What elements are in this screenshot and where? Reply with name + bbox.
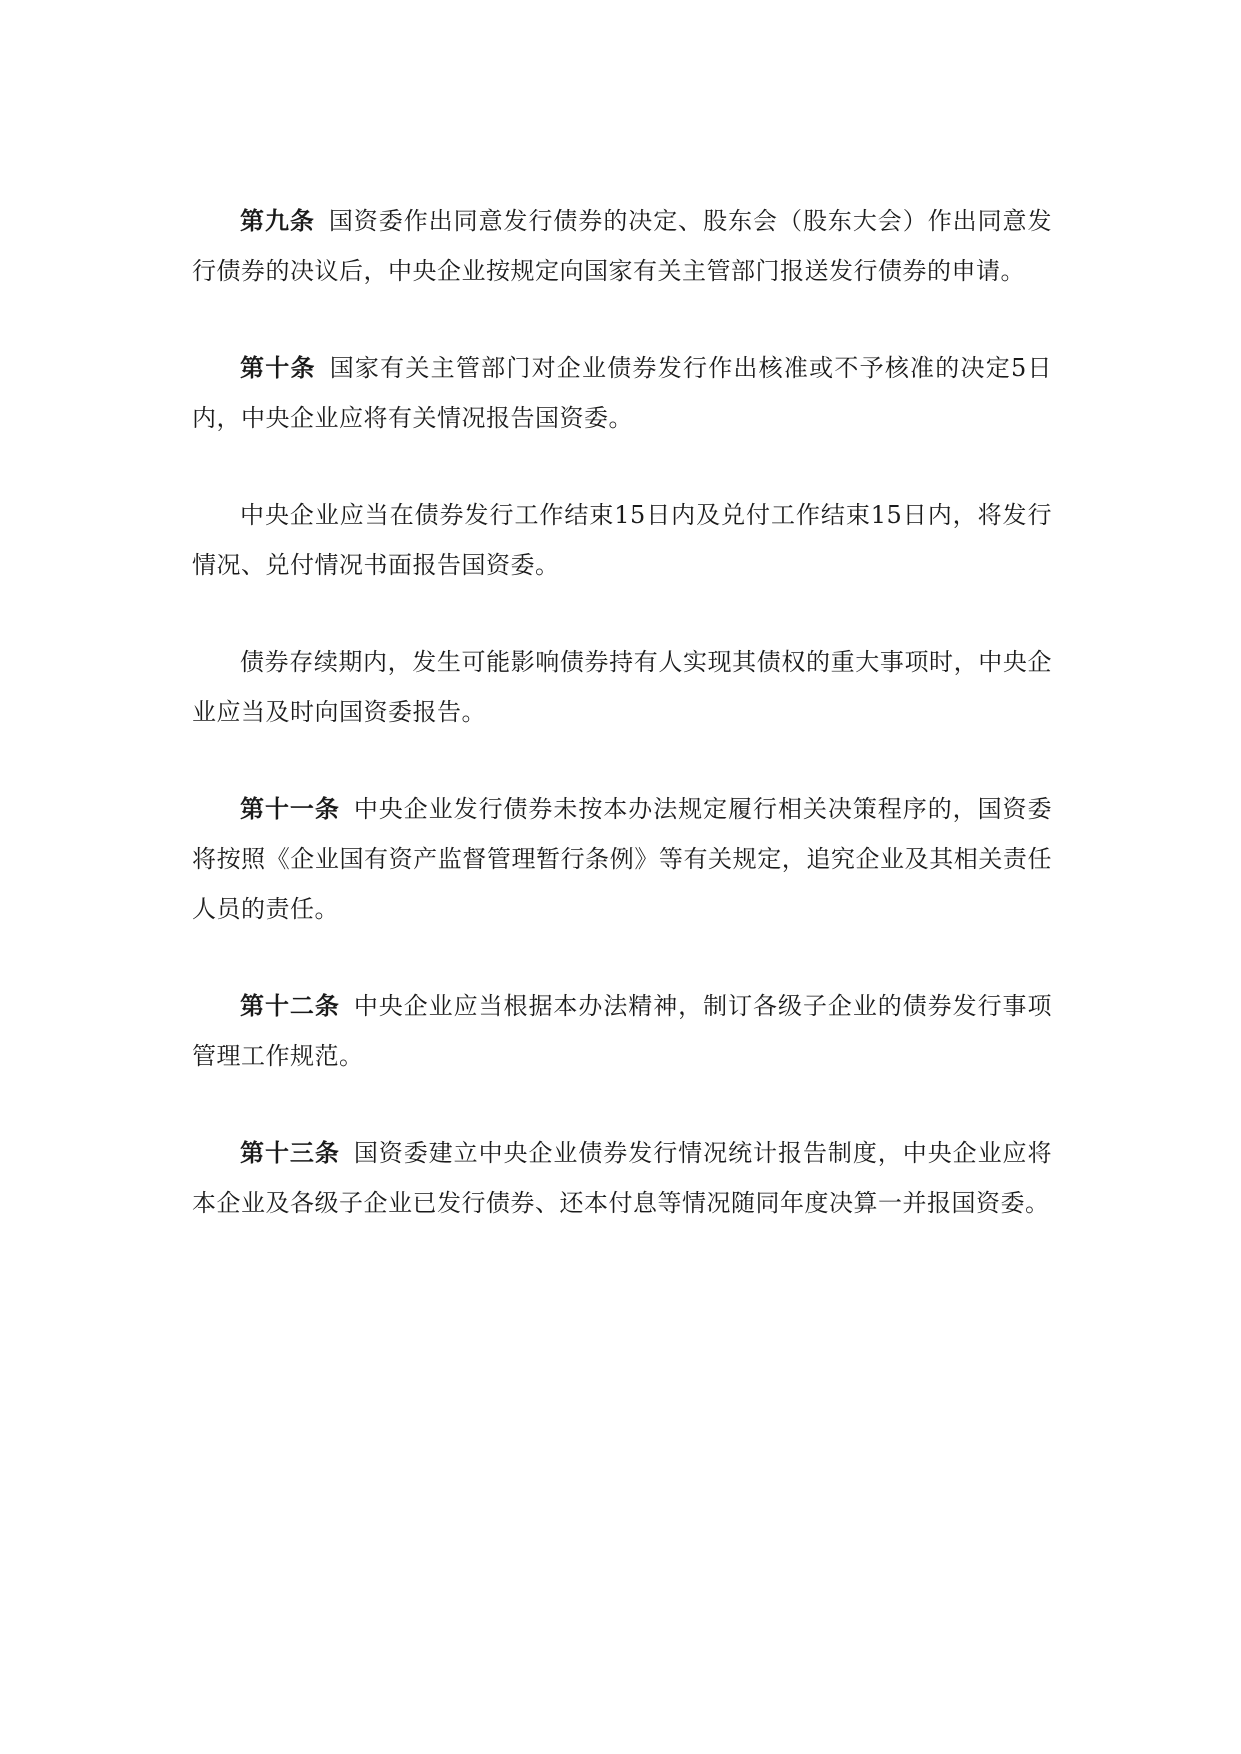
article-10-paragraph-3 <box>192 637 1052 737</box>
paragraph-text: 中央企业发行债券未按本办法规定履行相关决策程序的，国资委将按照《企业国有资产监督管理暂行条例》等有关规定，追究企业及其相关责任人员的责任。 <box>192 795 1053 923</box>
article-number: 第十三条 <box>240 1139 340 1167</box>
article-10-paragraph-2 <box>192 490 1052 590</box>
paragraph-text: 中央企业应当根据本办法精神，制订各级子企业的债券发行事项管理工作规范。 <box>192 992 1053 1070</box>
paragraph-text: 中央企业应当在债券发行工作结束15日内及兑付工作结束15日内，将发行情况、兑付情况书面报告国资委。 <box>192 501 1052 579</box>
article-number: 第十条 <box>240 354 316 382</box>
paragraph-text: 国资委作出同意发行债券的决定、股东会（股东大会）作出同意发行债券的决议后，中央企业按规定向国家有关主管部门报送发行债券的申请。 <box>192 207 1053 285</box>
paragraph-text: 国家有关主管部门对企业债券发行作出核准或不予核准的决定5日内，中央企业应将有关情况报告国资委。 <box>192 354 1052 432</box>
article-number: 第九条 <box>240 207 315 235</box>
article-13-paragraph <box>192 1128 1052 1228</box>
article-12-paragraph <box>192 981 1052 1081</box>
paragraph-text: 国资委建立中央企业债券发行情况统计报告制度，中央企业应将本企业及各级子企业已发行债券、还本付息等情况随同年度决算一并报国资委。 <box>192 1139 1053 1217</box>
article-number: 第十一条 <box>240 795 340 823</box>
article-9-paragraph <box>192 196 1052 296</box>
paragraph-text: 债券存续期内，发生可能影响债券持有人实现其债权的重大事项时，中央企业应当及时向国资委报告。 <box>192 648 1052 726</box>
article-11-paragraph <box>192 784 1052 934</box>
article-10-paragraph <box>192 343 1052 443</box>
article-number: 第十二条 <box>240 992 340 1020</box>
